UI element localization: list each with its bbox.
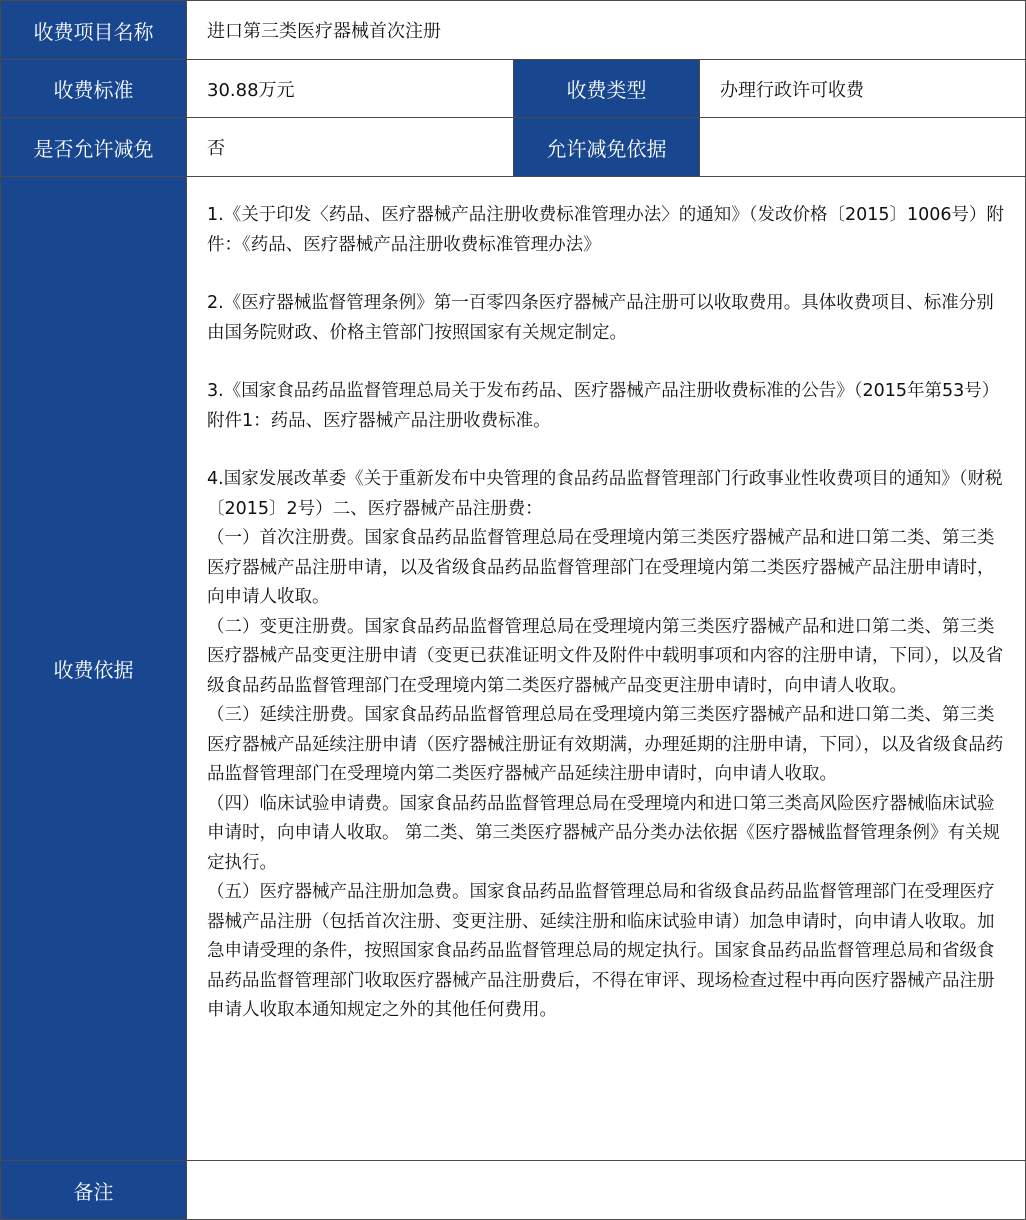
standard-label: 收费标准 xyxy=(0,59,187,118)
basis-paragraph: 2.《医疗器械监督管理条例》第一百零四条医疗器械产品注册可以收取费用。具体收费项目、标准分别由国务院财政、价格主管部门按照国家有关规定制定。 xyxy=(207,293,994,343)
basis-paragraph: （五）医疗器械产品注册加急费。国家食品药品监督管理总局和省级食品药品监督管理部门在受理医疗器械产品注册（包括首次注册、变更注册、延续注册和临床试验申请）加急申请时，向申请人收取。加急申请受理的条件，按照国家食品药品监督管理总局的规定执行。国家食品药品监督管理总局和省级食品药品监督管理部门收取医疗器械产品注册费后，不得在审评、现场检查过程中再向医疗器械产品注册申请人收取本通知规定之外的其他任何费用。 xyxy=(207,882,995,1020)
reduction-label: 是否允许减免 xyxy=(0,117,187,177)
standard-value: 30.88万元 xyxy=(186,59,514,118)
reduction-basis-label: 允许减免依据 xyxy=(513,117,700,177)
remarks-label: 备注 xyxy=(0,1160,187,1220)
basis-label: 收费依据 xyxy=(0,176,187,1161)
basis-paragraph: （四）临床试验申请费。国家食品药品监督管理总局在受理境内和进口第三类高风险医疗器械临床试验申请时，向申请人收取。 第二类、第三类医疗器械产品分类办法依据《医疗器械监督管理条例》有关规定执行。 xyxy=(207,793,1001,873)
fee-type-value: 办理行政许可收费 xyxy=(699,59,1026,118)
basis-paragraph: （二）变更注册费。国家食品药品监督管理总局在受理境内第三类医疗器械产品和进口第二类、第三类医疗器械产品变更注册申请（变更已获准证明文件及附件中载明事项和内容的注册申请，下同），以及省级食品药品监督管理部门在受理境内第二类医疗器械产品变更注册申请时，向申请人收取。 xyxy=(207,616,1004,696)
remarks-value xyxy=(186,1160,1026,1220)
basis-content xyxy=(186,176,1026,1161)
reduction-basis-value xyxy=(699,117,1026,177)
reduction-value: 否 xyxy=(186,117,514,177)
basis-paragraph: （一）首次注册费。国家食品药品监督管理总局在受理境内第三类医疗器械产品和进口第二类、第三类医疗器械产品注册申请，以及省级食品药品监督管理部门在受理境内第二类医疗器械产品注册申请时，向申请人收取。 xyxy=(207,528,995,607)
basis-paragraph: 3.《国家食品药品监督管理总局关于发布药品、医疗器械产品注册收费标准的公告》（2015年第53号）附件1：药品、医疗器械产品注册收费标准。 xyxy=(207,381,1000,431)
fee-type-label: 收费类型 xyxy=(513,59,700,118)
basis-paragraph: （三）延续注册费。国家食品药品监督管理总局在受理境内第三类医疗器械产品和进口第二类、第三类医疗器械产品延续注册申请（医疗器械注册证有效期满，办理延期的注册申请，下同），以及省级食品药品监督管理部门在受理境内第二类医疗器械产品延续注册申请时，向申请人收取。 xyxy=(207,705,1004,784)
item-name-label: 收费项目名称 xyxy=(0,0,187,60)
basis-paragraph: 4.国家发展改革委《关于重新发布中央管理的食品药品监督管理部门行政事业性收费项目的通知》（财税〔2015〕2号）二、医疗器械产品注册费： xyxy=(207,469,1003,519)
item-name-value: 进口第三类医疗器械首次注册 xyxy=(186,0,1026,60)
basis-paragraph: 1.《关于印发〈药品、医疗器械产品注册收费标准管理办法〉的通知》（发改价格〔2015〕1006号）附件：《药品、医疗器械产品注册收费标准管理办法》 xyxy=(207,205,1005,255)
